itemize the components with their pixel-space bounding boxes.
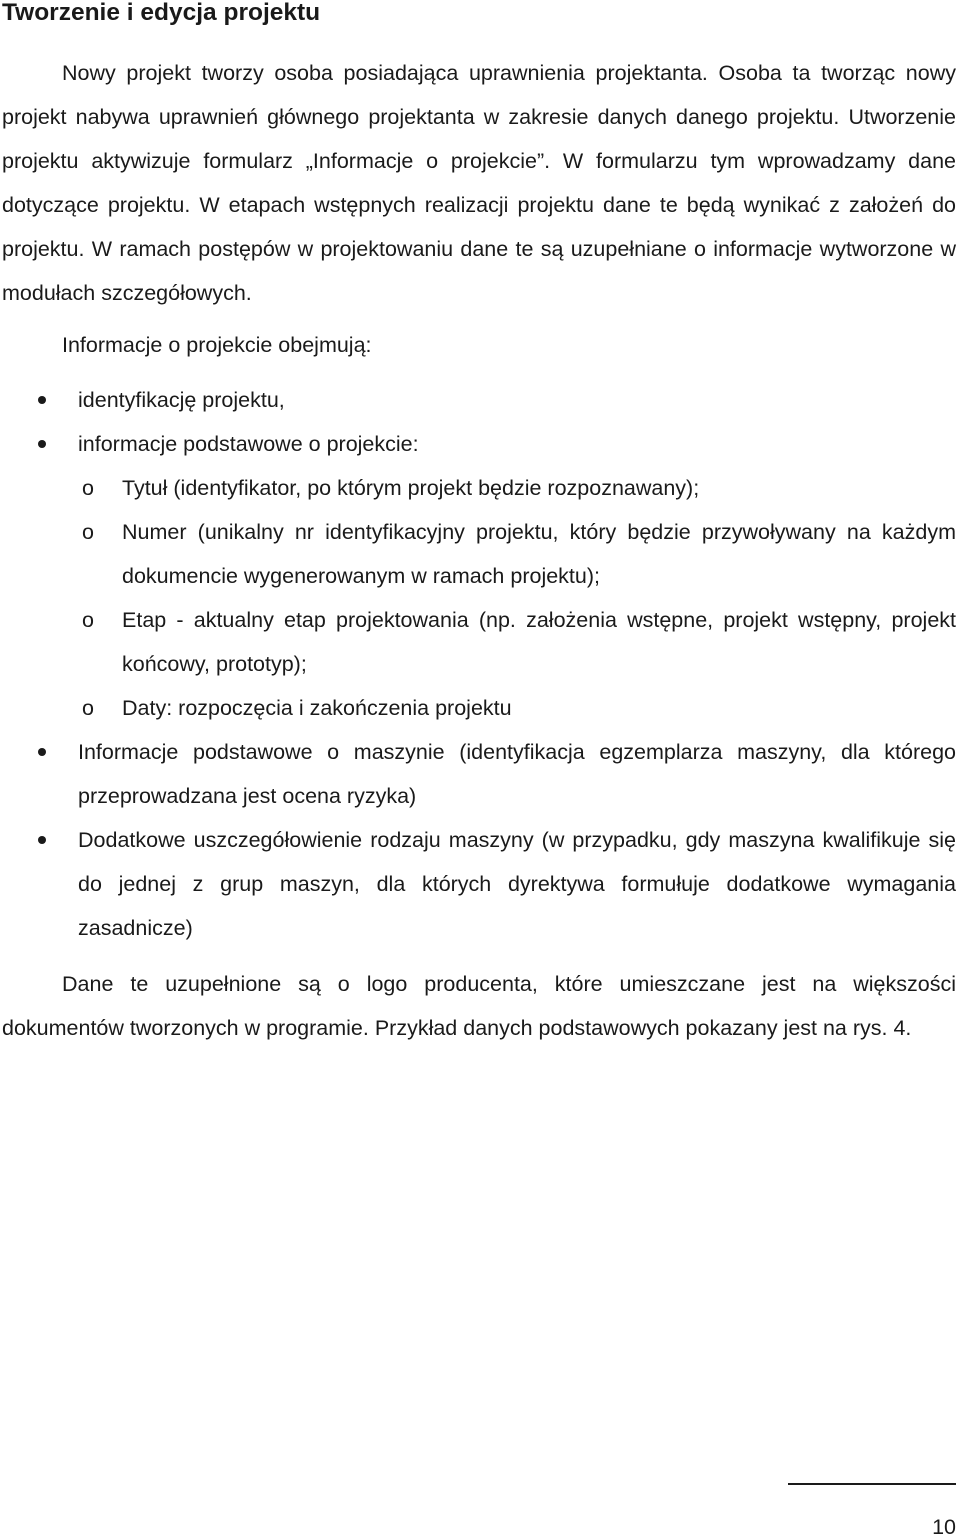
sublist-container bbox=[2, 466, 956, 730]
sublist-item-text: Tytuł (identyfikator, po którym projekt będzie rozpoznawany); bbox=[122, 476, 700, 500]
list-item bbox=[2, 378, 956, 422]
bullet-icon bbox=[38, 748, 46, 756]
page-number: 10 bbox=[932, 1515, 956, 1539]
basic-info-sublist bbox=[2, 466, 956, 730]
page-title: Tworzenie i edycja projektu bbox=[2, 0, 321, 26]
sublist-item-text: Daty: rozpoczęcia i zakończenia projektu bbox=[122, 696, 512, 720]
sublist-item-text: Etap - aktualny etap projektowania (np. założenia wstępne, projekt wstępny, projekt końcowy, prototyp); bbox=[122, 608, 956, 676]
list-item-text: informacje podstawowe o projekcie: bbox=[78, 432, 419, 456]
intro-paragraph: Nowy projekt tworzy osoba posiadająca uprawnienia projektanta. Osoba ta tworząc nowy projekt nabywa uprawnień głównego projektanta w zakresie danych danego projektu. Utworzenie projektu aktywizuje formularz „Informacje o projekcie”. W formularzu tym wprowadzamy dane dotyczące projektu. W etapach wstępnych realizacji projektu dane te będą wynikać z założeń do projektu. W ramach postępów w projektowaniu dane te są uzupełniane o informacje wytworzone w modułach szczegółowych. bbox=[2, 61, 956, 305]
sublist-item bbox=[2, 510, 956, 598]
footer-divider bbox=[788, 1483, 956, 1485]
circle-bullet-icon: o bbox=[82, 696, 94, 720]
circle-bullet-icon: o bbox=[82, 520, 94, 544]
bullet-icon bbox=[38, 396, 46, 404]
list-item-text: Informacje podstawowe o maszynie (identyfikacja egzemplarza maszyny, dla którego przeprowadzana jest ocena ryzyka) bbox=[78, 740, 956, 808]
sublist-item bbox=[2, 466, 956, 510]
closing-paragraph: Dane te uzupełnione są o logo producenta, które umieszczane jest na większości dokumentów tworzonych w programie. Przykład danych podstawowych pokazany jest na rys. 4. bbox=[2, 972, 956, 1040]
circle-bullet-icon: o bbox=[82, 476, 94, 500]
list-item bbox=[2, 422, 956, 466]
project-info-list bbox=[2, 378, 956, 950]
list-item bbox=[2, 818, 956, 950]
list-item-text: Dodatkowe uszczegółowienie rodzaju maszyny (w przypadku, gdy maszyna kwalifikuje się do jednej z grup maszyn, dla których dyrektywa formułuje dodatkowe wymagania zasadnicze) bbox=[78, 828, 956, 940]
document-body bbox=[2, 51, 956, 1050]
sublist-item bbox=[2, 686, 956, 730]
bullet-icon bbox=[38, 836, 46, 844]
list-item bbox=[2, 730, 956, 818]
sublist-item-text: Numer (unikalny nr identyfikacyjny projektu, który będzie przywoływany na każdym dokumencie wygenerowanym w ramach projektu); bbox=[122, 520, 956, 588]
circle-bullet-icon: o bbox=[82, 608, 94, 632]
bullet-icon bbox=[38, 440, 46, 448]
list-item-text: identyfikację projektu, bbox=[78, 388, 285, 412]
sublist-item bbox=[2, 598, 956, 686]
list-intro-paragraph: Informacje o projekcie obejmują: bbox=[62, 333, 372, 357]
